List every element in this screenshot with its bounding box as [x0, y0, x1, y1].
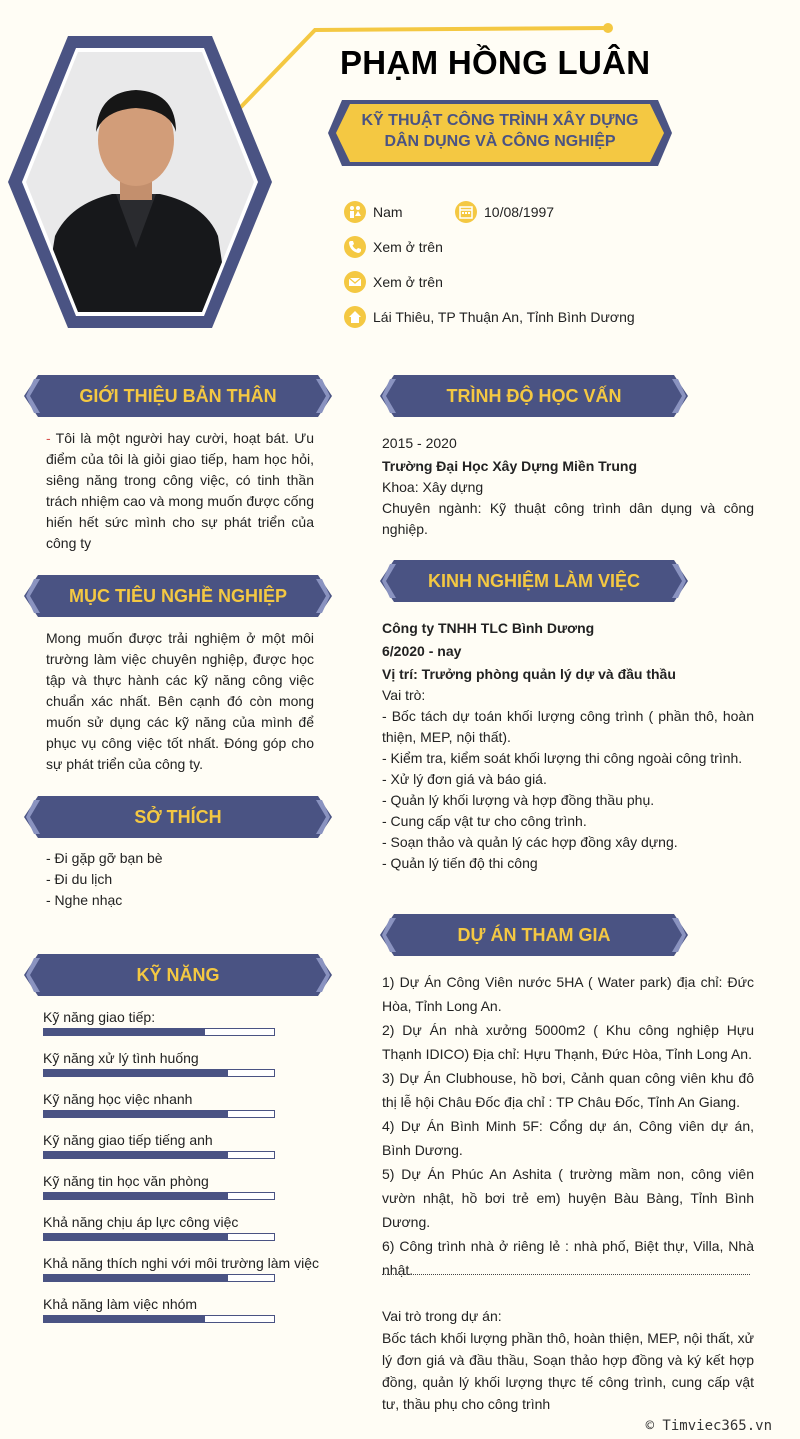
skills-heading: KỸ NĂNG — [136, 965, 220, 985]
skill-bar-fill — [44, 1070, 228, 1076]
section-header-hobbies — [24, 796, 332, 838]
skill-bar — [43, 1274, 275, 1282]
skill-row — [43, 1008, 323, 1049]
info-gender — [344, 201, 403, 223]
skill-bar-fill — [44, 1234, 228, 1240]
section-header-about — [24, 375, 332, 417]
education-heading: TRÌNH ĐỘ HỌC VẤN — [446, 386, 622, 406]
job-title-banner — [328, 98, 672, 168]
skill-row — [43, 1131, 323, 1172]
hobbies-list — [46, 848, 314, 911]
projects-list — [382, 970, 754, 1282]
phone-value: Xem ở trên — [373, 239, 443, 255]
skill-bar-fill — [44, 1316, 205, 1322]
hobbies-heading: SỞ THÍCH — [134, 807, 222, 827]
education-faculty: Khoa: Xây dựng — [382, 479, 484, 495]
project-item: 1) Dự Án Công Viên nước 5HA ( Water park) địa chỉ: Đức Hòa, Tỉnh Long An. — [382, 974, 754, 1014]
section-header-skills — [24, 954, 332, 996]
section-header-objective — [24, 575, 332, 617]
skill-bar-fill — [44, 1193, 228, 1199]
project-role-block — [382, 1305, 754, 1415]
education-school: Trường Đại Học Xây Dựng Miền Trung — [382, 458, 638, 474]
experience-block — [382, 618, 754, 874]
skill-name: Kỹ năng giao tiếp tiếng anh — [43, 1132, 213, 1148]
home-icon — [344, 306, 366, 328]
experience-company: Công ty TNHH TLC Bình Dương — [382, 620, 595, 636]
section-header-projects — [380, 914, 688, 956]
skill-name: Khả năng chịu áp lực công việc — [43, 1214, 239, 1230]
about-text: - Tôi là một người hay cười, hoạt bát. Ưu điểm của tôi là giỏi giao tiếp, ham học hỏi, siêng năng trong công việc, có tinh thần trách nhiệm cao và mong muốn được cống hiến hết sức mình cho sự phát triển của công ty — [46, 430, 314, 551]
objective-text: Mong muốn được trải nghiệm ở một môi trường làm việc chuyên nghiệp, được học tập và thực hành các kỹ năng công việc chuẩn xác nhất. Bên cạnh đó còn mong muốn sử dụng các kỹ năng của mình để phục vụ công việc tốt nhất. Đóng góp cho sự phát triển của công ty. — [46, 630, 314, 772]
experience-position: Vị trí: Trưởng phòng quản lý dự và đầu thầu — [382, 666, 676, 682]
skill-name: Kỹ năng tin học văn phòng — [43, 1173, 209, 1189]
email-icon — [344, 271, 366, 293]
about-heading: GIỚI THIỆU BẢN THÂN — [79, 386, 277, 406]
skill-bar — [43, 1233, 275, 1241]
candidate-name: PHẠM HỒNG LUÂN — [340, 44, 651, 81]
hobby-item: - Đi gặp gỡ bạn bè — [46, 850, 163, 866]
phone-icon — [344, 236, 366, 258]
duty-item: - Kiểm tra, kiểm soát khối lượng thi công ngoài công trình. — [382, 750, 743, 766]
duty-item: - Quản lý tiến độ thi công — [382, 855, 538, 871]
info-address — [344, 306, 635, 328]
skill-bar — [43, 1151, 275, 1159]
info-birthday — [455, 201, 554, 223]
objective-heading: MỤC TIÊU NGHỀ NGHIỆP — [68, 586, 287, 606]
duty-item: - Cung cấp vật tư cho công trình. — [382, 813, 587, 829]
birthday-value: 10/08/1997 — [484, 204, 555, 220]
skill-bar — [43, 1315, 275, 1323]
skill-name: Khả năng làm việc nhóm — [43, 1296, 198, 1312]
project-item: 4) Dự Án Bình Minh 5F: Cổng dự án, Công viên dự án, Bình Dương. — [382, 1118, 754, 1158]
project-item: 2) Dự Án nhà xưởng 5000m2 ( Khu công nghiệp Hựu Thạnh IDICO) Địa chỉ: Hựu Thạnh, Đức Hòa, Tỉnh Long An. — [382, 1022, 754, 1062]
address-value: Lái Thiêu, TP Thuận An, Tỉnh Bình Dương — [373, 309, 635, 325]
skill-bar — [43, 1110, 275, 1118]
skill-name: Kỹ năng xử lý tình huống — [43, 1050, 199, 1066]
gender-value: Nam — [373, 204, 403, 220]
gender-icon — [344, 201, 366, 223]
skill-row — [43, 1172, 323, 1213]
duty-item: - Bốc tách dự toán khối lượng công trình ( phần thô, hoàn thiện, MEP, nội thất). — [382, 708, 754, 745]
skill-bar-fill — [44, 1111, 228, 1117]
skills-list — [43, 1008, 323, 1336]
skill-bar — [43, 1028, 275, 1036]
education-block — [382, 433, 754, 540]
experience-period: 6/2020 - nay — [382, 643, 462, 659]
hobby-item: - Đi du lịch — [46, 871, 113, 887]
skill-name: Kỹ năng học việc nhanh — [43, 1091, 193, 1107]
skill-row — [43, 1090, 323, 1131]
duty-item: - Xử lý đơn giá và báo giá. — [382, 771, 547, 787]
education-major: Chuyên ngành: Kỹ thuật công trình dân dụng và công nghiệp. — [382, 500, 754, 537]
hobby-item: - Nghe nhạc — [46, 892, 123, 908]
duty-item: - Soạn thảo và quản lý các hợp đồng xây dựng. — [382, 834, 678, 850]
project-role-text: Bốc tách khối lượng phần thô, hoàn thiện, MEP, nội thất, xử lý đơn giá và đầu thầu, Soạn thảo hợp đồng và ký kết hợp đồng, quản lý khối lượng thực tế công trình, cung cấp vật tư, thầu phụ cho công trình — [382, 1330, 754, 1412]
experience-role-label: Vai trò: — [382, 687, 426, 703]
skill-row — [43, 1254, 323, 1295]
footer-credit: © Timviec365.vn — [645, 1418, 772, 1434]
project-role-label: Vai trò trong dự án: — [382, 1308, 502, 1324]
projects-heading: DỰ ÁN THAM GIA — [457, 925, 611, 945]
email-value: Xem ở trên — [373, 274, 443, 290]
section-header-experience — [380, 560, 688, 602]
job-title-line2: DÂN DỤNG VÀ CÔNG NGHIỆP — [384, 133, 616, 150]
calendar-icon — [455, 201, 477, 223]
skill-bar-fill — [44, 1275, 228, 1281]
skill-row — [43, 1295, 323, 1336]
skill-row — [43, 1049, 323, 1090]
skill-bar — [43, 1192, 275, 1200]
info-email — [344, 271, 443, 293]
duty-item: - Quản lý khối lượng và hợp đồng thầu phụ. — [382, 792, 655, 808]
skill-bar-fill — [44, 1152, 228, 1158]
job-title-line1: KỸ THUẬT CÔNG TRÌNH XÂY DỰNG — [361, 112, 639, 129]
project-item: 5) Dự Án Phúc An Ashita ( trường mầm non, công viên vườn nhật, hồ bơi trẻ em) huyện Bàu Bàng, Tỉnh Bình Dương. — [382, 1166, 754, 1230]
education-years: 2015 - 2020 — [382, 435, 457, 451]
project-item: 3) Dự Án Clubhouse, hồ bơi, Cảnh quan công viên khu đô thị lễ hội Châu Đốc địa chỉ : TP Châu Đốc, Tỉnh An Giang. — [382, 1070, 754, 1110]
section-header-education — [380, 375, 688, 417]
info-phone — [344, 236, 443, 258]
skill-bar — [43, 1069, 275, 1077]
skill-bar-fill — [44, 1029, 205, 1035]
skill-name: Khả năng thích nghi với môi trường làm việc — [43, 1255, 319, 1271]
profile-photo — [0, 36, 272, 328]
experience-heading: KINH NGHIỆM LÀM VIỆC — [427, 571, 640, 591]
profile-photo-frame — [0, 36, 272, 328]
dotted-divider — [382, 1265, 750, 1275]
skill-row — [43, 1213, 323, 1254]
skill-name: Kỹ năng giao tiếp: — [43, 1009, 156, 1025]
project-item: 6) Công trình nhà ở riêng lẻ : nhà phố, Biệt thự, Villa, Nhà nhật. — [382, 1238, 754, 1278]
